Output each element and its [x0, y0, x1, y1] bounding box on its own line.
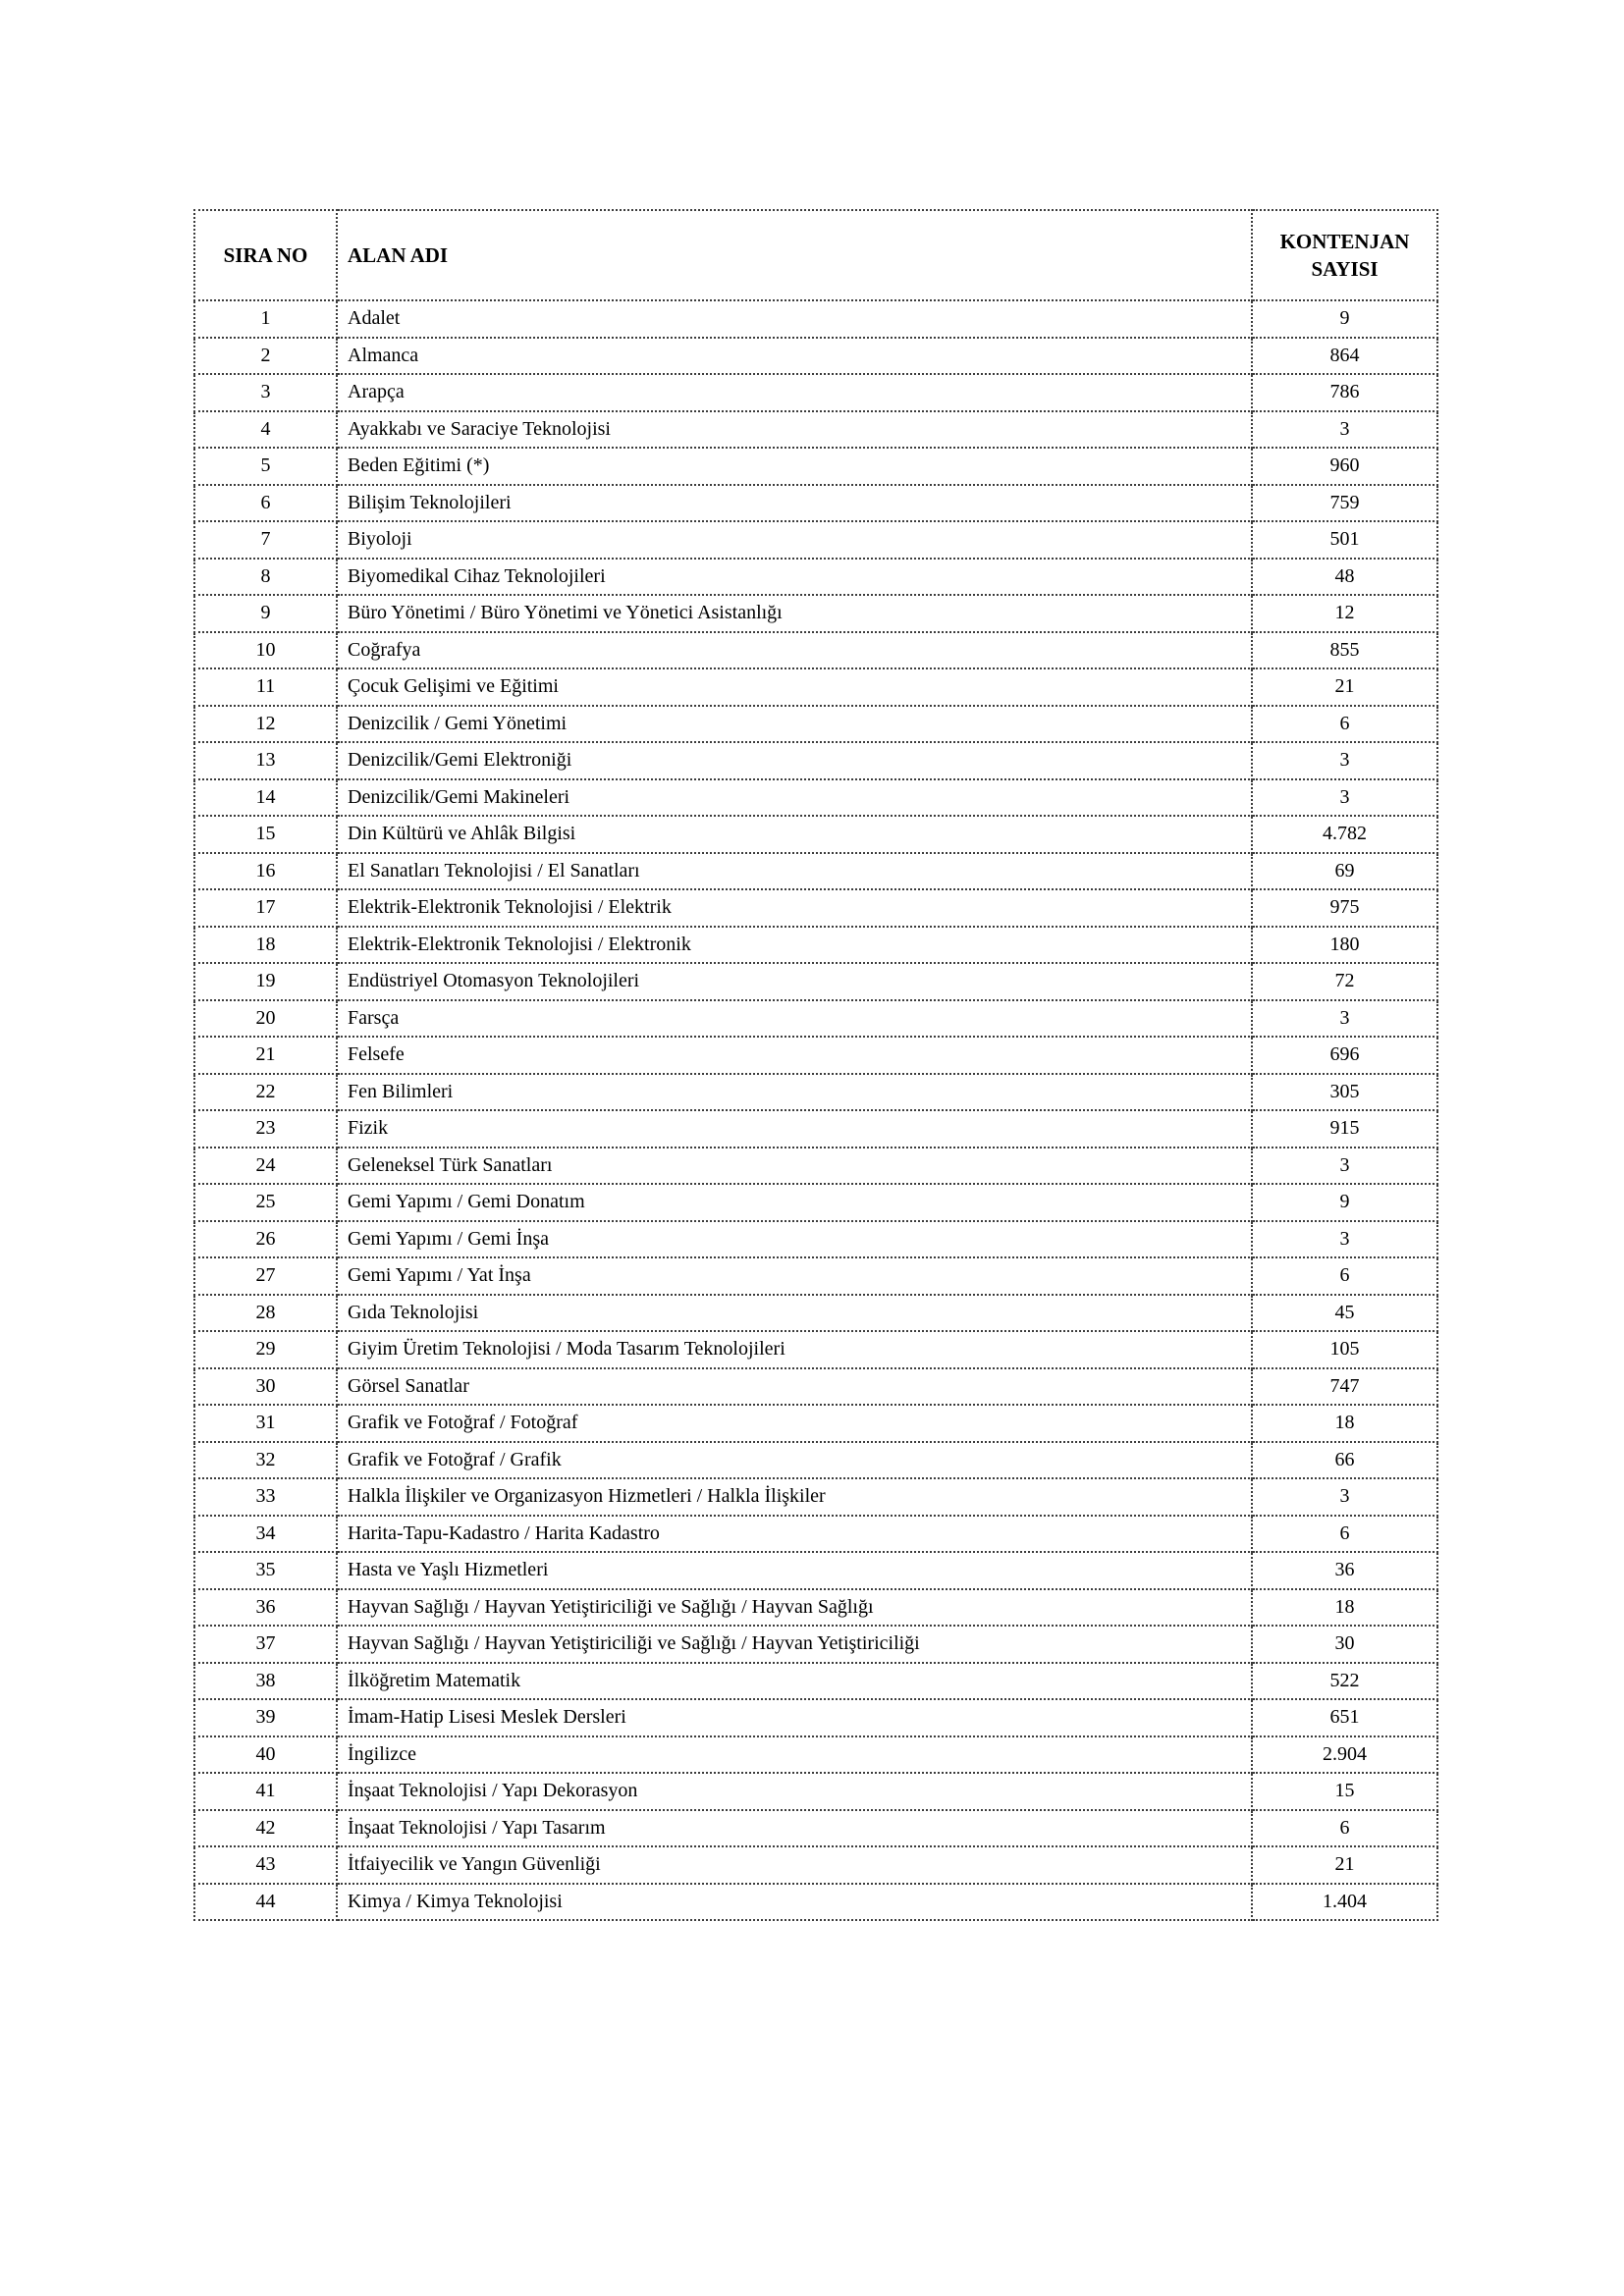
table-row — [194, 632, 1437, 669]
alan-adi-cell: Bilişim Teknolojileri — [337, 485, 1252, 522]
kontenjan-cell: 12 — [1252, 595, 1437, 632]
table-row — [194, 1810, 1437, 1847]
sira-no-cell: 7 — [194, 521, 337, 559]
sira-no-cell: 8 — [194, 559, 337, 596]
alan-adi-cell: Grafik ve Fotoğraf / Grafik — [337, 1442, 1252, 1479]
table-row — [194, 1331, 1437, 1368]
alan-adi-cell: Gemi Yapımı / Gemi Donatım — [337, 1184, 1252, 1221]
table-row — [194, 1221, 1437, 1258]
table-row — [194, 485, 1437, 522]
kontenjan-cell: 501 — [1252, 521, 1437, 559]
alan-adi-cell: Harita-Tapu-Kadastro / Harita Kadastro — [337, 1516, 1252, 1553]
table-row — [194, 742, 1437, 779]
table-row — [194, 374, 1437, 411]
kontenjan-cell: 30 — [1252, 1626, 1437, 1663]
table-row — [194, 559, 1437, 596]
kontenjan-cell: 18 — [1252, 1405, 1437, 1442]
kontenjan-cell: 915 — [1252, 1110, 1437, 1148]
alan-adi-cell: Fizik — [337, 1110, 1252, 1148]
kontenjan-cell: 864 — [1252, 338, 1437, 375]
alan-adi-cell: Almanca — [337, 338, 1252, 375]
kontenjan-cell: 72 — [1252, 963, 1437, 1000]
alan-adi-cell: Farsça — [337, 1000, 1252, 1038]
sira-no-cell: 18 — [194, 927, 337, 964]
kontenjan-cell: 3 — [1252, 1478, 1437, 1516]
table-row — [194, 1184, 1437, 1221]
sira-no-cell: 16 — [194, 853, 337, 890]
table-row — [194, 1773, 1437, 1810]
kontenjan-cell: 105 — [1252, 1331, 1437, 1368]
sira-no-cell: 43 — [194, 1846, 337, 1884]
kontenjan-cell: 522 — [1252, 1663, 1437, 1700]
kontenjan-cell: 696 — [1252, 1037, 1437, 1074]
kontenjan-cell: 3 — [1252, 1000, 1437, 1038]
table-row — [194, 1478, 1437, 1516]
table-row — [194, 853, 1437, 890]
alan-adi-cell: Elektrik-Elektronik Teknolojisi / Elektronik — [337, 927, 1252, 964]
sira-no-cell: 32 — [194, 1442, 337, 1479]
kontenjan-cell: 3 — [1252, 742, 1437, 779]
kontenjan-cell: 855 — [1252, 632, 1437, 669]
kontenjan-cell: 180 — [1252, 927, 1437, 964]
sira-no-cell: 29 — [194, 1331, 337, 1368]
table-row — [194, 1736, 1437, 1774]
header-row — [194, 210, 1437, 300]
table-row — [194, 1148, 1437, 1185]
table-row — [194, 1552, 1437, 1589]
table-row — [194, 1663, 1437, 1700]
alan-adi-cell: Çocuk Gelişimi ve Eğitimi — [337, 668, 1252, 706]
sira-no-cell: 20 — [194, 1000, 337, 1038]
alan-adi-cell: Büro Yönetimi / Büro Yönetimi ve Yönetici Asistanlığı — [337, 595, 1252, 632]
table-row — [194, 1884, 1437, 1921]
alan-adi-cell: Elektrik-Elektronik Teknolojisi / Elektrik — [337, 889, 1252, 927]
alan-adi-cell: İnşaat Teknolojisi / Yapı Dekorasyon — [337, 1773, 1252, 1810]
alan-adi-cell: Biyoloji — [337, 521, 1252, 559]
kontenjan-cell: 747 — [1252, 1368, 1437, 1406]
table-header — [194, 210, 1437, 300]
kontenjan-cell: 6 — [1252, 1516, 1437, 1553]
alan-adi-cell: Ayakkabı ve Saraciye Teknolojisi — [337, 411, 1252, 449]
alan-adi-cell: Adalet — [337, 300, 1252, 338]
kontenjan-cell: 48 — [1252, 559, 1437, 596]
kontenjan-cell: 3 — [1252, 1148, 1437, 1185]
alan-adi-cell: İmam-Hatip Lisesi Meslek Dersleri — [337, 1699, 1252, 1736]
sira-no-cell: 21 — [194, 1037, 337, 1074]
sira-no-cell: 28 — [194, 1295, 337, 1332]
kontenjan-cell: 2.904 — [1252, 1736, 1437, 1774]
kontenjan-cell: 9 — [1252, 1184, 1437, 1221]
kontenjan-cell: 66 — [1252, 1442, 1437, 1479]
sira-no-cell: 40 — [194, 1736, 337, 1774]
table-row — [194, 1295, 1437, 1332]
table-row — [194, 927, 1437, 964]
kontenjan-table — [193, 209, 1438, 1921]
alan-adi-cell: İlköğretim Matematik — [337, 1663, 1252, 1700]
sira-no-cell: 42 — [194, 1810, 337, 1847]
kontenjan-cell: 69 — [1252, 853, 1437, 890]
sira-no-cell: 15 — [194, 816, 337, 853]
table-row — [194, 1516, 1437, 1553]
table-row — [194, 1037, 1437, 1074]
alan-adi-cell: Denizcilik/Gemi Elektroniği — [337, 742, 1252, 779]
kontenjan-cell: 4.782 — [1252, 816, 1437, 853]
sira-no-cell: 14 — [194, 779, 337, 817]
alan-adi-cell: İtfaiyecilik ve Yangın Güvenliği — [337, 1846, 1252, 1884]
kontenjan-cell: 6 — [1252, 706, 1437, 743]
alan-adi-cell: Coğrafya — [337, 632, 1252, 669]
alan-adi-cell: Halkla İlişkiler ve Organizasyon Hizmetleri / Halkla İlişkiler — [337, 1478, 1252, 1516]
sira-no-cell: 39 — [194, 1699, 337, 1736]
sira-no-cell: 33 — [194, 1478, 337, 1516]
table-row — [194, 963, 1437, 1000]
kontenjan-cell: 45 — [1252, 1295, 1437, 1332]
sira-no-cell: 13 — [194, 742, 337, 779]
table-row — [194, 338, 1437, 375]
kontenjan-cell: 651 — [1252, 1699, 1437, 1736]
table-row — [194, 1846, 1437, 1884]
table-row — [194, 521, 1437, 559]
header-kontenjan-sayisi: KONTENJAN SAYISI — [1252, 210, 1437, 300]
alan-adi-cell: Giyim Üretim Teknolojisi / Moda Tasarım Teknolojileri — [337, 1331, 1252, 1368]
sira-no-cell: 26 — [194, 1221, 337, 1258]
alan-adi-cell: Hasta ve Yaşlı Hizmetleri — [337, 1552, 1252, 1589]
kontenjan-cell: 21 — [1252, 1846, 1437, 1884]
alan-adi-cell: İngilizce — [337, 1736, 1252, 1774]
alan-adi-cell: Hayvan Sağlığı / Hayvan Yetiştiriciliği ve Sağlığı / Hayvan Yetiştiriciliği — [337, 1626, 1252, 1663]
sira-no-cell: 12 — [194, 706, 337, 743]
sira-no-cell: 25 — [194, 1184, 337, 1221]
alan-adi-cell: Gıda Teknolojisi — [337, 1295, 1252, 1332]
table-row — [194, 1442, 1437, 1479]
kontenjan-cell: 3 — [1252, 411, 1437, 449]
table-row — [194, 411, 1437, 449]
sira-no-cell: 1 — [194, 300, 337, 338]
sira-no-cell: 6 — [194, 485, 337, 522]
alan-adi-cell: Felsefe — [337, 1037, 1252, 1074]
alan-adi-cell: Görsel Sanatlar — [337, 1368, 1252, 1406]
sira-no-cell: 31 — [194, 1405, 337, 1442]
alan-adi-cell: Fen Bilimleri — [337, 1074, 1252, 1111]
sira-no-cell: 3 — [194, 374, 337, 411]
alan-adi-cell: Kimya / Kimya Teknolojisi — [337, 1884, 1252, 1921]
sira-no-cell: 23 — [194, 1110, 337, 1148]
table-row — [194, 706, 1437, 743]
sira-no-cell: 11 — [194, 668, 337, 706]
sira-no-cell: 41 — [194, 1773, 337, 1810]
sira-no-cell: 36 — [194, 1589, 337, 1627]
alan-adi-cell: Grafik ve Fotoğraf / Fotoğraf — [337, 1405, 1252, 1442]
alan-adi-cell: Hayvan Sağlığı / Hayvan Yetiştiriciliği ve Sağlığı / Hayvan Sağlığı — [337, 1589, 1252, 1627]
kontenjan-cell: 6 — [1252, 1257, 1437, 1295]
kontenjan-cell: 305 — [1252, 1074, 1437, 1111]
header-sira-no: SIRA NO — [194, 210, 337, 300]
sira-no-cell: 27 — [194, 1257, 337, 1295]
sira-no-cell: 4 — [194, 411, 337, 449]
kontenjan-cell: 3 — [1252, 1221, 1437, 1258]
table-row — [194, 1110, 1437, 1148]
sira-no-cell: 2 — [194, 338, 337, 375]
sira-no-cell: 10 — [194, 632, 337, 669]
alan-adi-cell: Biyomedikal Cihaz Teknolojileri — [337, 559, 1252, 596]
kontenjan-cell: 1.404 — [1252, 1884, 1437, 1921]
table-body — [194, 300, 1437, 1920]
sira-no-cell: 17 — [194, 889, 337, 927]
kontenjan-cell: 9 — [1252, 300, 1437, 338]
sira-no-cell: 19 — [194, 963, 337, 1000]
alan-adi-cell: Din Kültürü ve Ahlâk Bilgisi — [337, 816, 1252, 853]
table-row — [194, 300, 1437, 338]
kontenjan-cell: 975 — [1252, 889, 1437, 927]
table-row — [194, 1699, 1437, 1736]
alan-adi-cell: Arapça — [337, 374, 1252, 411]
table-row — [194, 1257, 1437, 1295]
kontenjan-cell: 15 — [1252, 1773, 1437, 1810]
alan-adi-cell: Gemi Yapımı / Gemi İnşa — [337, 1221, 1252, 1258]
sira-no-cell: 44 — [194, 1884, 337, 1921]
table-row — [194, 1405, 1437, 1442]
kontenjan-cell: 6 — [1252, 1810, 1437, 1847]
alan-adi-cell: Geleneksel Türk Sanatları — [337, 1148, 1252, 1185]
sira-no-cell: 35 — [194, 1552, 337, 1589]
alan-adi-cell: Denizcilik/Gemi Makineleri — [337, 779, 1252, 817]
sira-no-cell: 30 — [194, 1368, 337, 1406]
kontenjan-cell: 3 — [1252, 779, 1437, 817]
alan-adi-cell: İnşaat Teknolojisi / Yapı Tasarım — [337, 1810, 1252, 1847]
kontenjan-cell: 36 — [1252, 1552, 1437, 1589]
table-row — [194, 595, 1437, 632]
table-row — [194, 1368, 1437, 1406]
alan-adi-cell: Endüstriyel Otomasyon Teknolojileri — [337, 963, 1252, 1000]
sira-no-cell: 34 — [194, 1516, 337, 1553]
table-row — [194, 779, 1437, 817]
kontenjan-cell: 759 — [1252, 485, 1437, 522]
alan-adi-cell: Gemi Yapımı / Yat İnşa — [337, 1257, 1252, 1295]
sira-no-cell: 37 — [194, 1626, 337, 1663]
sira-no-cell: 22 — [194, 1074, 337, 1111]
table-row — [194, 889, 1437, 927]
table-row — [194, 1000, 1437, 1038]
header-alan-adi: ALAN ADI — [337, 210, 1252, 300]
table-row — [194, 448, 1437, 485]
table-row — [194, 1626, 1437, 1663]
kontenjan-cell: 960 — [1252, 448, 1437, 485]
alan-adi-cell: El Sanatları Teknolojisi / El Sanatları — [337, 853, 1252, 890]
sira-no-cell: 9 — [194, 595, 337, 632]
sira-no-cell: 24 — [194, 1148, 337, 1185]
alan-adi-cell: Beden Eğitimi (*) — [337, 448, 1252, 485]
table-row — [194, 816, 1437, 853]
sira-no-cell: 38 — [194, 1663, 337, 1700]
alan-adi-cell: Denizcilik / Gemi Yönetimi — [337, 706, 1252, 743]
table-row — [194, 1074, 1437, 1111]
kontenjan-cell: 18 — [1252, 1589, 1437, 1627]
kontenjan-cell: 786 — [1252, 374, 1437, 411]
sira-no-cell: 5 — [194, 448, 337, 485]
kontenjan-cell: 21 — [1252, 668, 1437, 706]
table-row — [194, 1589, 1437, 1627]
table-row — [194, 668, 1437, 706]
